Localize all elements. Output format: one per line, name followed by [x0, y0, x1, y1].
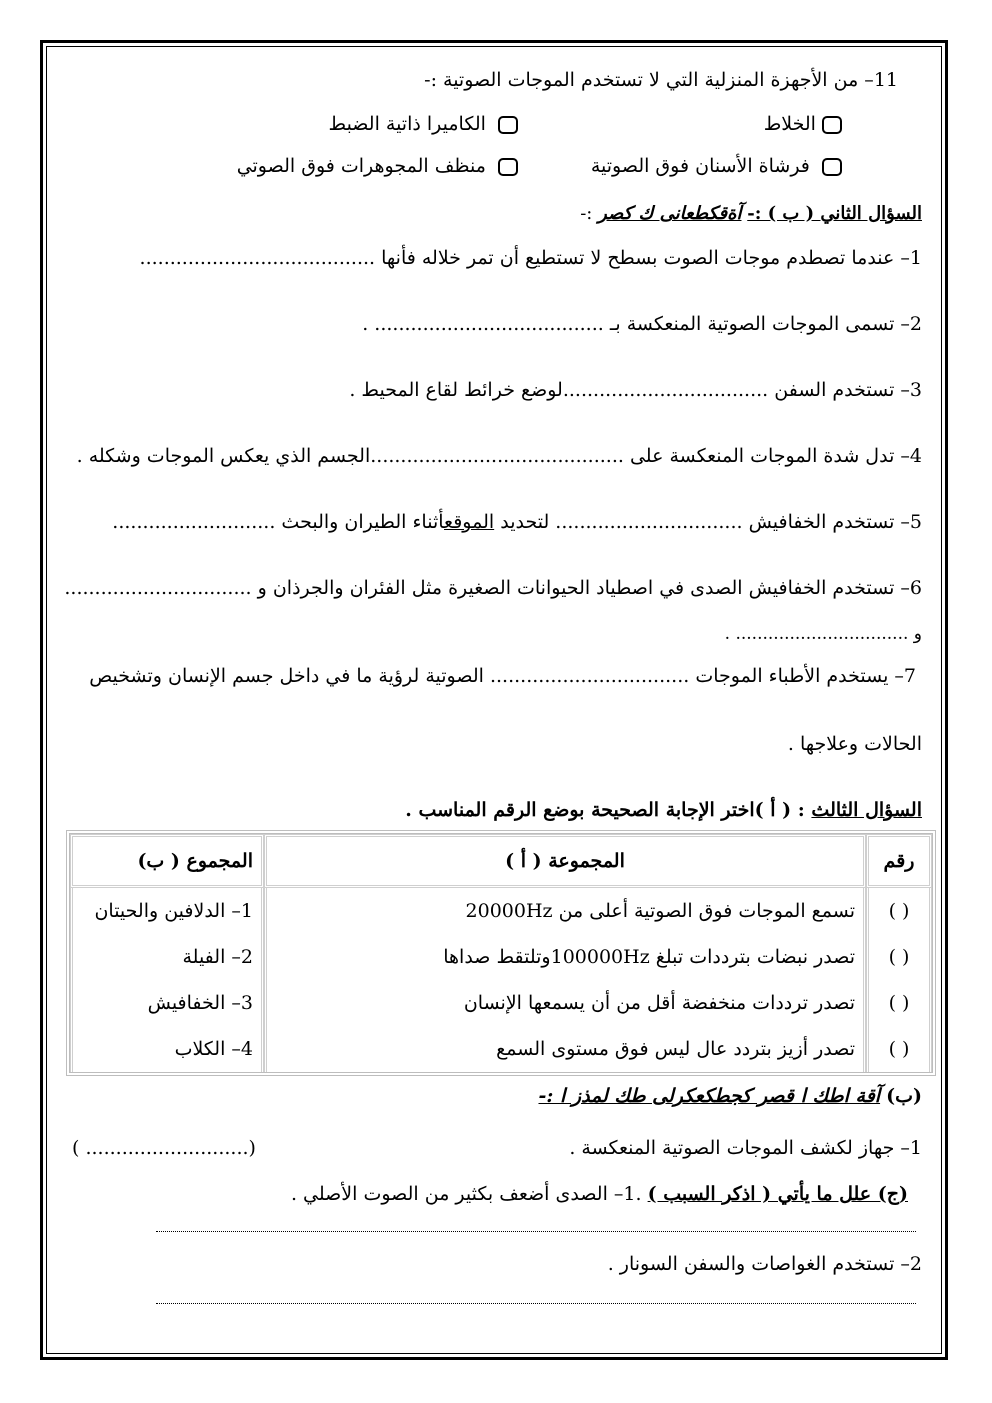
answer-line[interactable] [156, 1230, 916, 1232]
matching-table [66, 830, 936, 1076]
answer-slot[interactable]: ( ) [866, 1026, 932, 1072]
q3c-item-1: (ج) علل ما يأتي ( اذكر السبب ) .1– الصدى أضعف بكثير من الصوت الأصلي . [290, 1183, 908, 1205]
q11-option-3[interactable]: فرشاة الأسنان فوق الصوتية [591, 154, 842, 178]
q2b-item-7-cont: الحالات وعلاجها . [787, 733, 922, 755]
table-row [70, 888, 932, 934]
col-header-group-b: المجموع ( ب) [70, 834, 264, 888]
group-a-cell: تصدر أزيز بتردد عال ليس فوق مستوى السمع [264, 1026, 866, 1072]
group-a-cell: تصدر ترددات منخفضة أقل من أن يسمعها الإنسان [264, 980, 866, 1026]
q3b-item-1-answer[interactable]: ( ...........................) [72, 1137, 256, 1159]
q11-option-1[interactable]: الخلاط [764, 112, 842, 136]
col-header-num: رقم [866, 834, 932, 888]
q3b-item-1: 1– جهاز لكشف الموجات الصوتية المنعكسة . [569, 1137, 922, 1159]
q2b-item-2: 2– تسمى الموجات الصوتية المنعكسة بـ ...................................... . [362, 313, 922, 335]
checkbox-icon[interactable] [498, 158, 518, 176]
group-a-cell: تسمع الموجات فوق الصوتية أعلى من 20000Hz [264, 888, 866, 934]
q2b-item-3: 3– تستخدم السفن ..................................لوضع خرائط لقاع المحيط . [349, 379, 922, 401]
checkbox-icon[interactable] [498, 116, 518, 134]
checkbox-icon[interactable] [822, 158, 842, 176]
group-b-cell: 4– الكلاب [70, 1026, 264, 1072]
group-b-cell: 1– الدلافين والحيتان [70, 888, 264, 934]
q2b-item-5: 5– تستخدم الخفافيش ............................... لتحديد الموقعأثناء الطيران والبحث ........................... [112, 511, 922, 533]
q2b-heading: السؤال الثاني ( ب ) :- آةقكطعانى ك كصر :- [580, 203, 922, 224]
q2b-item-6-cont: و ................................ . [724, 624, 922, 644]
q3c-item-2: 2– تستخدم الغواصات والسفن السونار . [607, 1253, 922, 1275]
answer-slot[interactable]: ( ) [866, 888, 932, 934]
table-row [70, 1026, 932, 1072]
answer-slot[interactable]: ( ) [866, 980, 932, 1026]
q3a-heading: السؤال الثالث : ( أ )اختر الإجابة الصحيحة بوضع الرقم المناسب . [405, 799, 922, 821]
table-row [70, 980, 932, 1026]
group-b-cell: 2– الفيلة [70, 934, 264, 980]
q2b-item-6: 6– تستخدم الخفافيش الصدى في اصطياد الحيوانات الصغيرة مثل الفئران والجرذان و ............................... [64, 577, 922, 599]
col-header-group-a: المجموعة ( أ ) [264, 834, 866, 888]
table-row [70, 934, 932, 980]
answer-slot[interactable]: ( ) [866, 934, 932, 980]
group-b-cell: 3– الخفافيش [70, 980, 264, 1026]
group-a-cell: تصدر نبضات بترددات تبلغ 100000Hzوتلتقط صداها [264, 934, 866, 980]
q2b-item-1: 1– عندما تصطدم موجات الصوت بسطح لا تستطيع أن تمر خلاله فأنها ....................................... [139, 247, 922, 269]
q2b-item-7: 7– يستخدم الأطباء الموجات ................................. الصوتية لرؤية ما في داخل جسم الإنسان وتشخيص [89, 665, 916, 687]
answer-line[interactable] [156, 1302, 916, 1304]
checkbox-icon[interactable] [822, 116, 842, 134]
q2b-item-4: 4– تدل شدة الموجات المنعكسة على ..........................................الجسم الذي يعكس الموجات وشكله . [76, 445, 922, 467]
q11-title: 11– من الأجهزة المنزلية التي لا تستخدم الموجات الصوتية :- [424, 69, 898, 91]
q11-option-4[interactable]: منظف المجوهرات فوق الصوتي [237, 154, 518, 178]
q3b-heading: (ب) آقة اطك ا قصر كجطكعكرلى طك لمذز ا :- [538, 1085, 922, 1107]
q11-option-2[interactable]: الكاميرا ذاتية الضبط [329, 112, 518, 136]
